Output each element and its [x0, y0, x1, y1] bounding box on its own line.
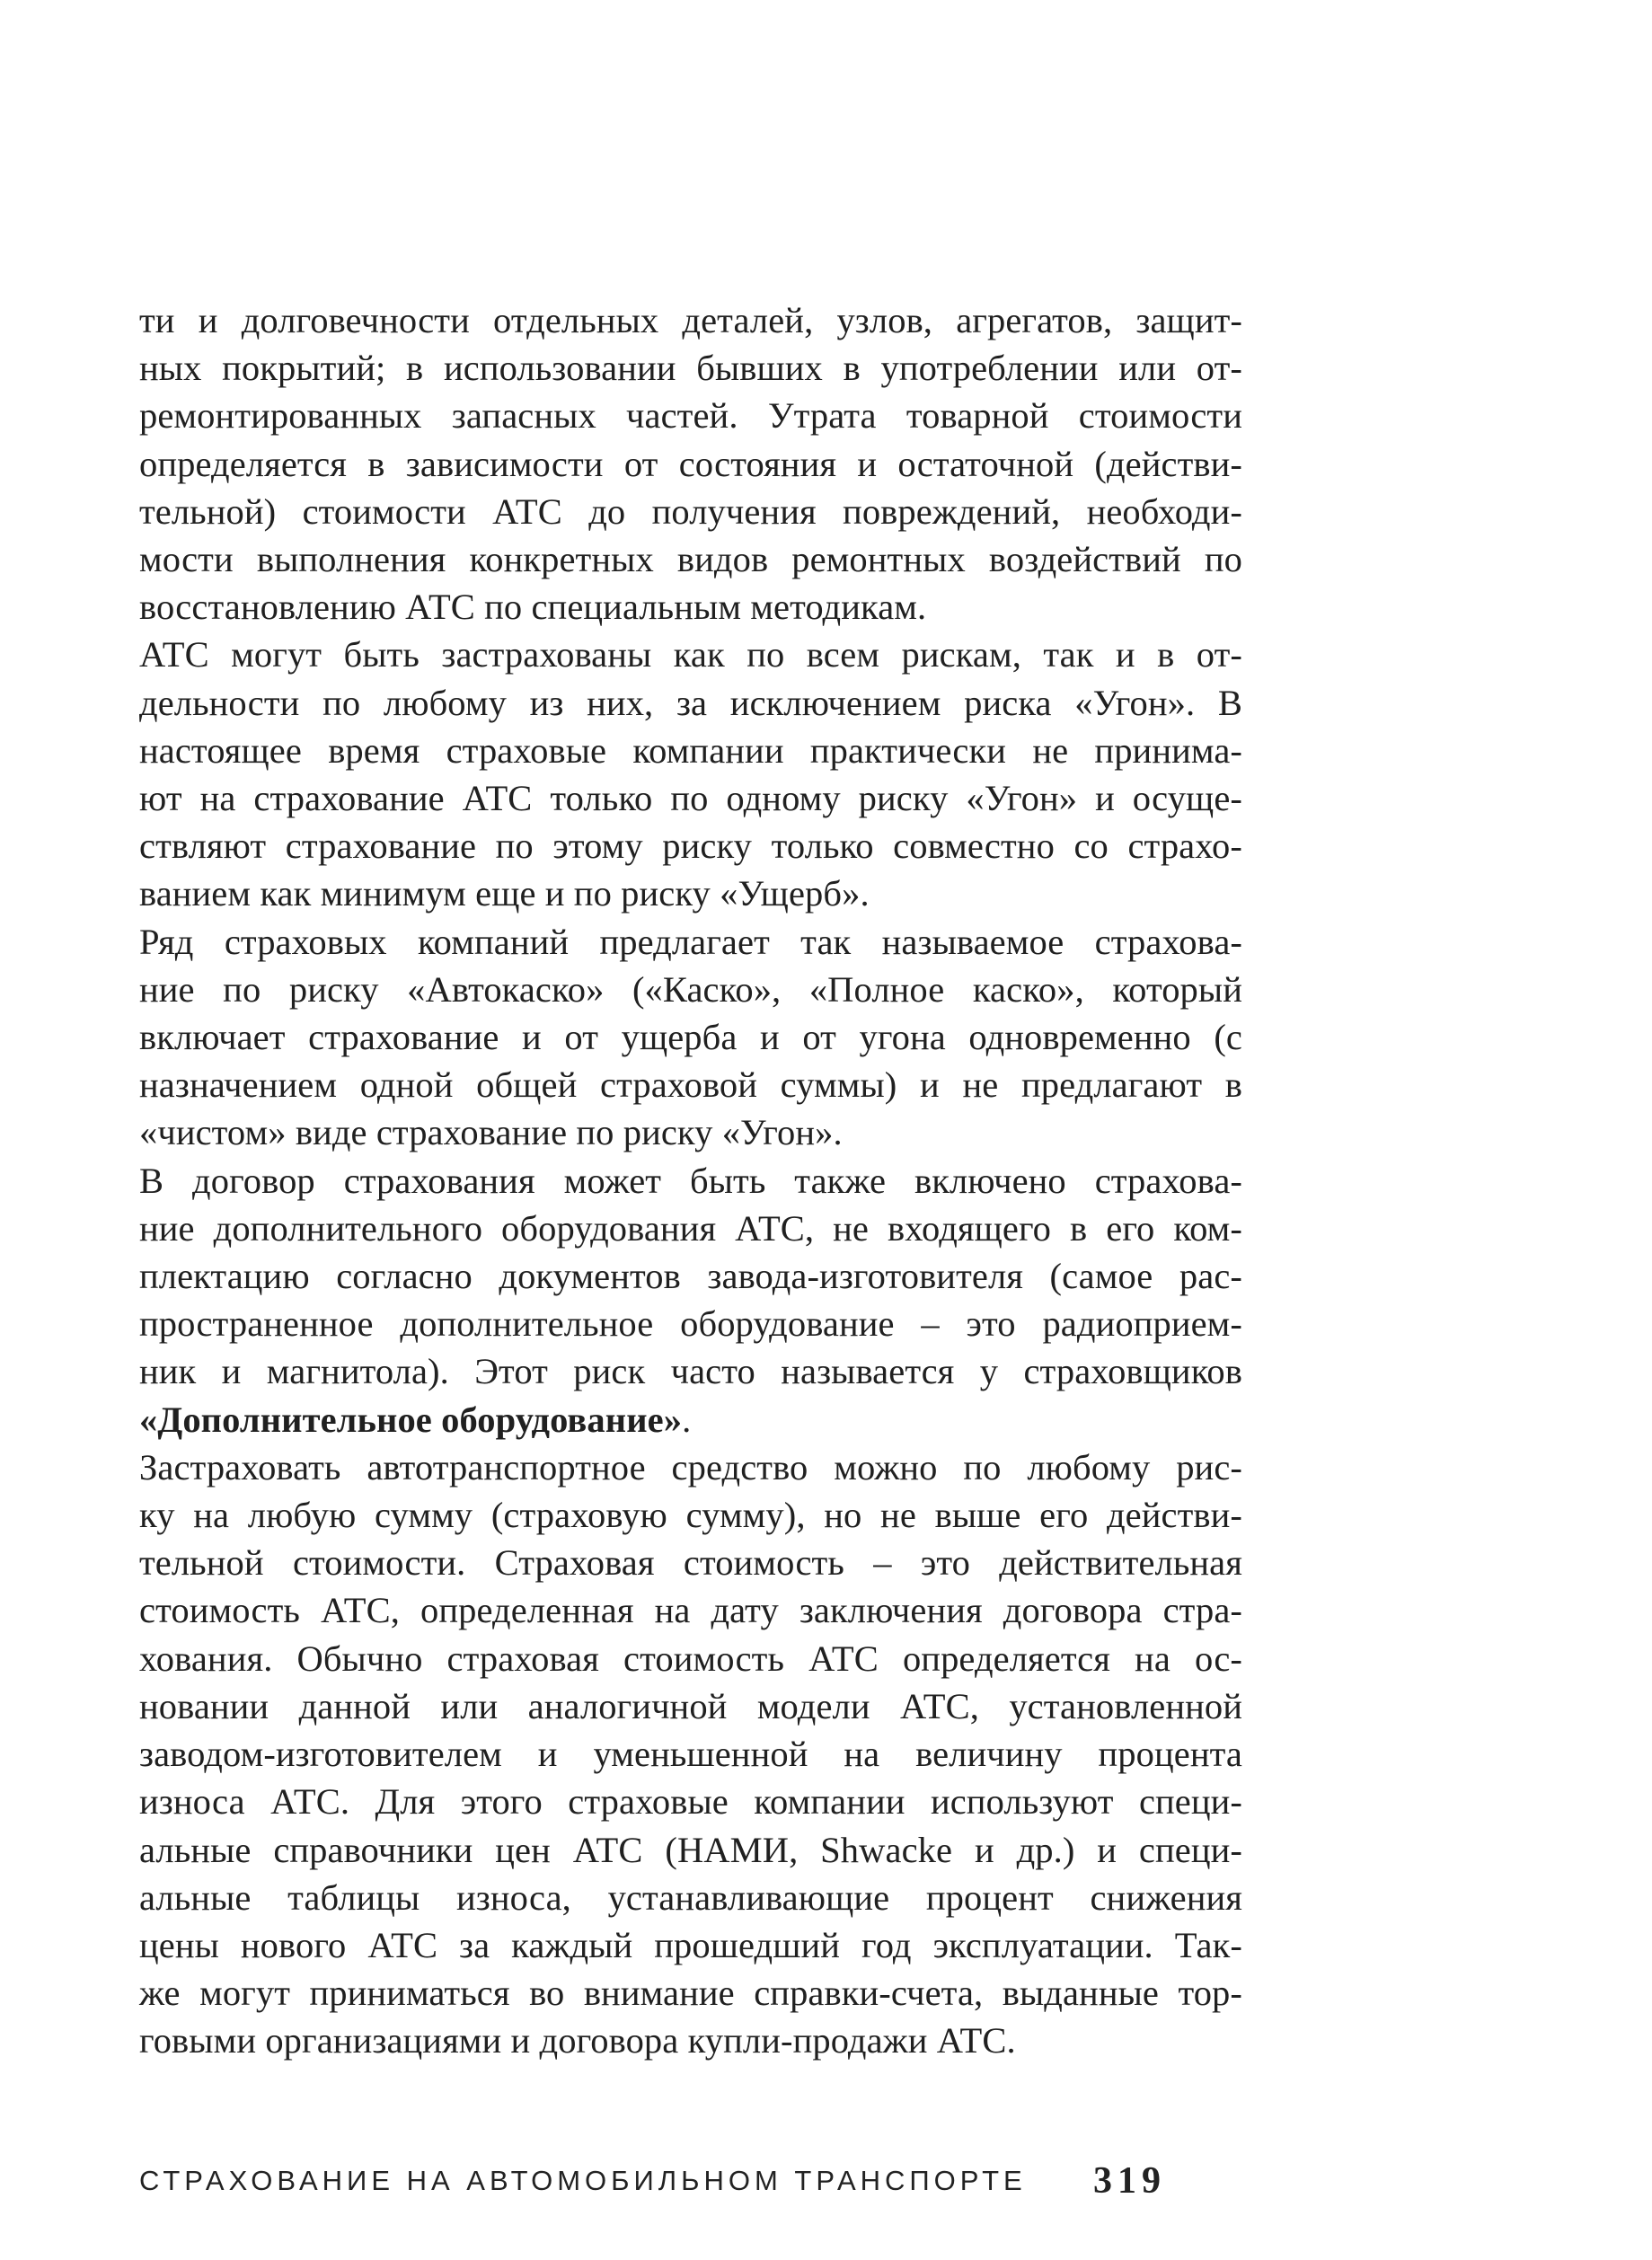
- text-line: восстановлению АТС по специальным методикам.: [139, 587, 927, 628]
- text-line: дельности по любому из них, за исключением риска «Угон». В: [139, 682, 1242, 723]
- body-text: [139, 296, 1242, 2065]
- text-line: настоящее время страховые компании практически не принима-: [139, 729, 1242, 771]
- text-line: ют на страхование АТС только по одному риску «Угон» и осуще-: [139, 778, 1242, 819]
- page-footer: [139, 2160, 1242, 2210]
- text-line: тельной) стоимости АТС до получения повреждений, необходи-: [139, 490, 1242, 532]
- text-line: цены нового АТС за каждый прошедший год эксплуатации. Так-: [139, 1924, 1242, 1965]
- text-line: ти и долговечности отдельных деталей, узлов, агрегатов, защит-: [139, 300, 1242, 340]
- paragraph-4: [139, 1157, 1242, 1443]
- text-line: альные таблицы износа, устанавливающие процент снижения: [139, 1876, 1242, 1918]
- text-line: назначением одной общей страховой суммы) и не предлагают в: [139, 1064, 1242, 1106]
- text-line: говыми организациями и договора купли-продажи АТС.: [139, 2020, 1016, 2061]
- text-line: износа АТС. Для этого страховые компании используют специ-: [139, 1781, 1242, 1823]
- text-line: пространенное дополнительное оборудование – это радиоприем-: [139, 1303, 1242, 1345]
- paragraph-1: [139, 296, 1242, 631]
- text-line: АТС могут быть застрахованы как по всем рискам, так и в от-: [139, 634, 1242, 675]
- bold-term: «Дополнительное оборудование»: [139, 1399, 683, 1440]
- text-line: ние по риску «Автокаско» («Каско», «Полное каско», который: [139, 968, 1242, 1010]
- bold-term-period: .: [682, 1399, 692, 1440]
- paragraph-3: [139, 918, 1242, 1157]
- paragraph-5: [139, 1443, 1242, 2065]
- text-line: определяется в зависимости от состояния и остаточной (действи-: [139, 443, 1242, 484]
- text-line: плектацию согласно документов завода-изготовителя (самое рас-: [139, 1256, 1242, 1297]
- text-line: стоимость АТС, определенная на дату заключения договора стра-: [139, 1590, 1242, 1631]
- text-line: ку на любую сумму (страховую сумму), но не выше его действи-: [139, 1495, 1242, 1536]
- bold-term-line: [139, 1396, 1242, 1443]
- running-title: СТРАХОВАНИЕ НА АВТОМОБИЛЬНОМ ТРАНСПОРТЕ: [139, 2165, 1027, 2196]
- text-line: новании данной или аналогичной модели АТС, установленной: [139, 1685, 1242, 1726]
- text-line: включает страхование и от ущерба и от угона одновременно (с: [139, 1017, 1242, 1058]
- text-line: ствляют страхование по этому риску только совместно со страхо-: [139, 825, 1242, 867]
- text-line: мости выполнения конкретных видов ремонтных воздействий по: [139, 539, 1242, 580]
- text-line: заводом-изготовителем и уменьшенной на величину процента: [139, 1734, 1242, 1775]
- text-line: же могут приниматься во внимание справки-счета, выданные тор-: [139, 1973, 1242, 2014]
- text-line: ванием как минимум еще и по риску «Ущерб».: [139, 873, 870, 914]
- text-line: хования. Обычно страховая стоимость АТС определяется на ос-: [139, 1638, 1242, 1679]
- text-line: Ряд страховых компаний предлагает так называемое страхова-: [139, 921, 1242, 962]
- text-line: В договор страхования может быть также включено страхова-: [139, 1160, 1242, 1201]
- text-line: Застраховать автотранспортное средство можно по любому рис-: [139, 1446, 1242, 1488]
- text-line: ник и магнитола). Этот риск часто называется у страховщиков: [139, 1351, 1242, 1392]
- text-line: тельной стоимости. Страховая стоимость – это действительная: [139, 1542, 1242, 1584]
- text-line: альные справочники цен АТС (НАМИ, Shwacke и др.) и специ-: [139, 1829, 1242, 1870]
- page-number: 319: [1093, 2160, 1166, 2202]
- text-line: ние дополнительного оборудования АТС, не входящего в его ком-: [139, 1207, 1242, 1249]
- text-line: ных покрытий; в использовании бывших в употреблении или от-: [139, 348, 1242, 389]
- paragraph-2: [139, 631, 1242, 917]
- text-line: ремонтированных запасных частей. Утрата товарной стоимости: [139, 395, 1242, 437]
- text-line: «чистом» виде страхование по риску «Угон».: [139, 1112, 843, 1153]
